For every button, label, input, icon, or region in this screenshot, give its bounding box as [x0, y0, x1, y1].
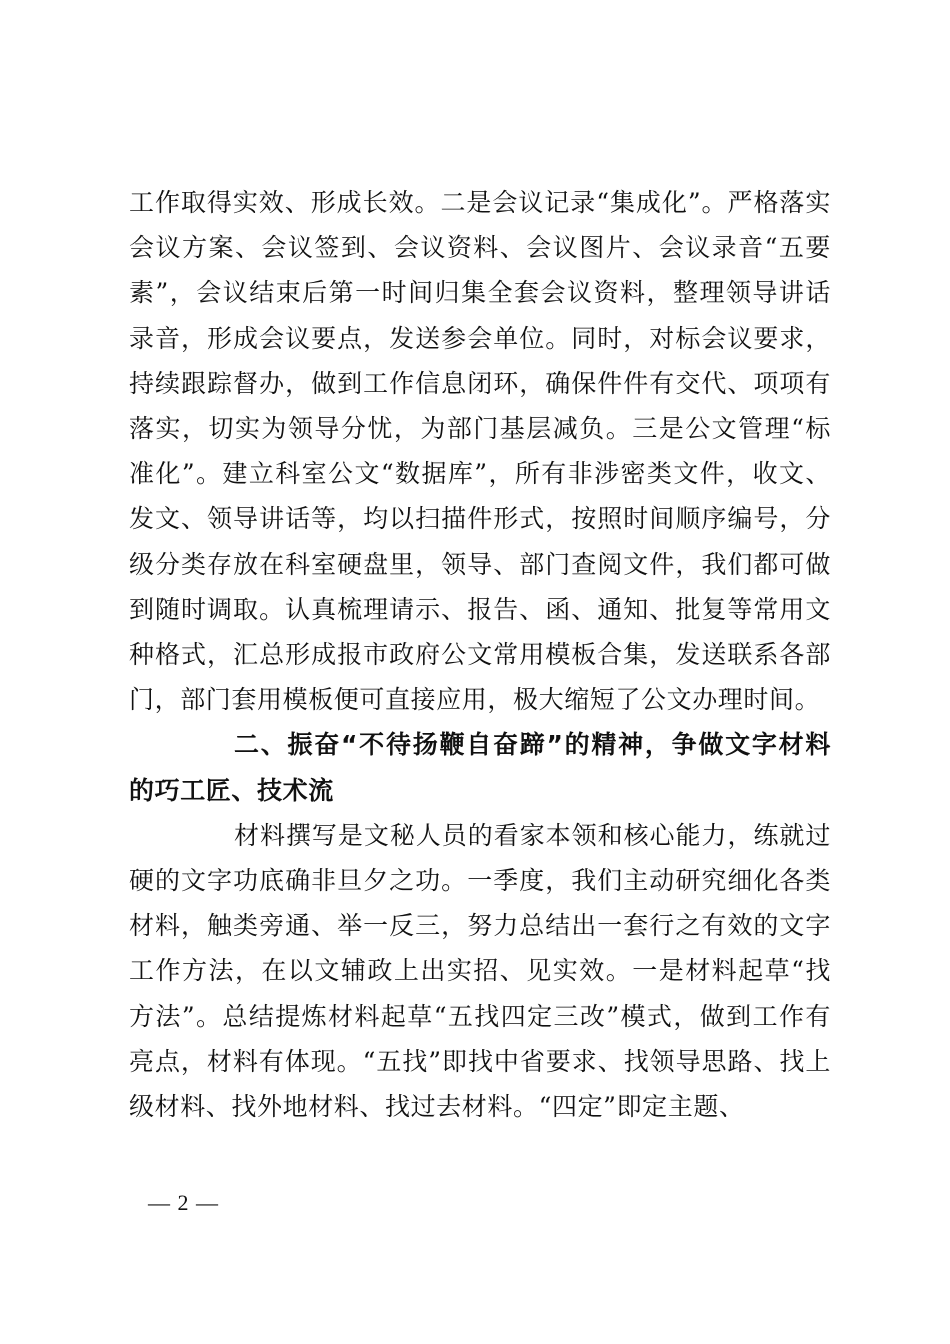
page-number: — 2 —	[148, 1190, 219, 1215]
paragraph-meeting-records: 工作取得实效、形成长效。二是会议记录“集成化”。严格落实会议方案、会议签到、会议资料、会议图片、会议录音“五要素”，会议结束后第一时间归集全套会议资料，整理领导讲话录音，形成会议要点，发送参会单位。同时，对标会议要求，持续跟踪督办，做到工作信息闭环，确保件件有交代、项项有落实，切实为领导分忧，为部门基层减负。三是公文管理“标准化”。建立科室公文“数据库”，所有非涉密类文件，收文、发文、领导讲话等，均以扫描件形式，按照时间顺序编号，分级分类存放在科室硬盘里，领导、部门查阅文件，我们都可做到随时调取。认真梳理请示、报告、函、通知、批复等常用文种格式，汇总形成报市政府公文常用模板合集，发送联系各部门，部门套用模板便可直接应用，极大缩短了公文办理时间。	[129, 188, 831, 715]
section-heading-2: 二、振奋“不待扬鞭自奋蹄”的精神，争做文字材料的巧工匠、技术流	[129, 730, 831, 805]
document-body	[129, 180, 831, 1129]
paragraph-material-writing: 材料撰写是文秘人员的看家本领和核心能力，练就过硬的文字功底确非旦夕之功。一季度，我们主动研究细化各类材料，触类旁通、举一反三，努力总结出一套行之有效的文字工作方法，在以文辅政上出实招、见实效。一是材料起草“找方法”。总结提炼材料起草“五找四定三改”模式，做到工作有亮点，材料有体现。“五找”即找中省要求、找领导思路、找上级材料、找外地材料、找过去材料。“四定”即定主题、	[129, 820, 831, 1122]
